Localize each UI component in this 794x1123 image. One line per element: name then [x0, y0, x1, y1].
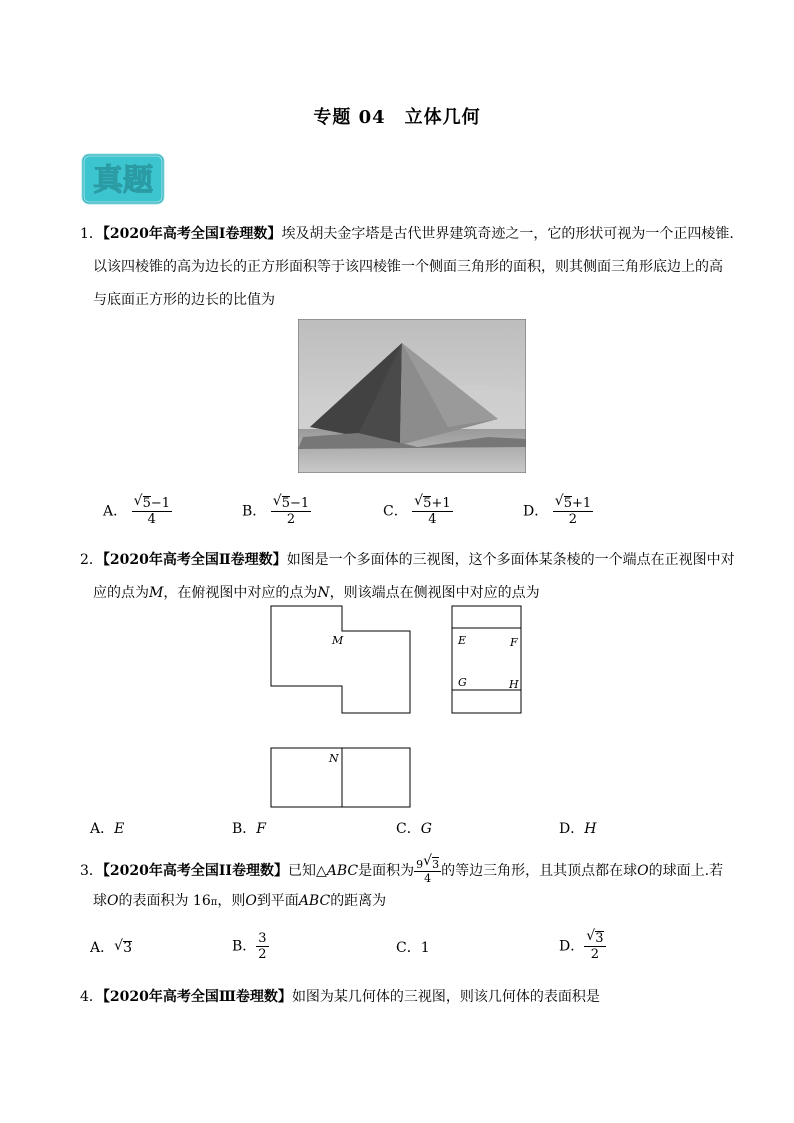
q1-option-d-fraction: √ $\frac{5+1}{2}$ — [553, 496, 593, 527]
q2-text1: 如图是一个多面体的三视图，这个多面体某条棱的一个端点在正视图中对 — [286, 552, 735, 568]
section-badge — [80, 152, 166, 206]
q2-option-d[interactable]: D．H — [559, 821, 597, 837]
q3-source: 【2020年高考全国II卷理数】 — [102, 863, 288, 879]
q4-number: 4． — [80, 989, 103, 1005]
q3-area-fraction: $\frac{9√ 3}{4}$ — [414, 857, 441, 885]
q1-line3: 与底面正方形的边长的比值为 — [93, 292, 275, 308]
q1-option-d-label: D． — [523, 503, 549, 520]
q3-number: 3． — [80, 863, 103, 879]
label-g: G — [458, 676, 467, 689]
pyramid-photo — [298, 319, 526, 473]
q3-option-b[interactable]: B． $\frac{3}{2}$ — [232, 931, 267, 962]
q2-option-c[interactable]: C．G — [396, 821, 432, 837]
q1-option-a[interactable] — [103, 496, 172, 527]
label-h: H — [509, 678, 519, 691]
q1-option-a-label: A． — [103, 503, 128, 520]
q1-option-b-label: B． — [242, 503, 267, 520]
q1-line1 — [80, 225, 734, 243]
q1-option-c[interactable] — [383, 496, 453, 527]
q2-line2: 应的点为M，在俯视图中对应的点为N，则该端点在侧视图中对应的点为 — [93, 585, 540, 601]
page-title: 专题 04 立体几何 — [313, 107, 481, 128]
q2-source: 【2020年高考全国Ⅱ卷理数】 — [102, 552, 287, 568]
q1-option-c-label: C． — [383, 503, 408, 520]
top-view-outline — [271, 748, 410, 807]
q4-text1: 如图为某几何体的三视图，则该几何体的表面积是 — [291, 989, 600, 1005]
q1-option-d[interactable] — [523, 496, 593, 527]
q1-option-b-fraction: √ $\frac{5-1}{2}$ — [271, 496, 311, 527]
label-f: F — [510, 636, 518, 649]
q1-number: 1． — [80, 226, 103, 242]
q3-line1: 3．【2020年高考全国II卷理数】已知△ABC是面积为 $\frac{9√ 3}{4}$ 的等边三角形，且其顶点都在球O的球面上.若 — [80, 857, 723, 885]
q2-option-a[interactable]: A．E — [90, 821, 125, 837]
q4-line1 — [80, 988, 600, 1006]
q1-option-a-fraction: √ $\frac{5-1}{4}$ — [132, 496, 172, 527]
q3-line2: 球O的表面积为 16π，则O到平面ABC的距离为 — [93, 893, 387, 909]
q1-text1: 埃及胡夫金字塔是古代世界建筑奇迹之一，它的形状可视为一个正四棱锥. — [281, 226, 734, 242]
badge-text: 真题 — [93, 163, 153, 198]
q4-source: 【2020年高考全国Ⅲ卷理数】 — [102, 989, 292, 1005]
q2-line1 — [80, 551, 735, 569]
q3-option-c[interactable]: C．1 — [396, 940, 430, 956]
q1-line2: 以该四棱锥的高为边长的正方形面积等于该四棱锥一个侧面三角形的面积，则其侧面三角形底边上的高 — [93, 259, 723, 275]
label-n: N — [329, 752, 339, 765]
q2-number: 2． — [80, 552, 103, 568]
three-view-figure — [265, 600, 530, 812]
q3-option-d[interactable]: D． √ $\frac{3}{2}$ — [559, 931, 606, 962]
q1-option-b[interactable] — [242, 496, 311, 527]
q2-option-b[interactable]: B．F — [232, 821, 267, 837]
q3-option-a[interactable]: A．√ 3 — [90, 939, 132, 957]
q1-option-c-fraction: √ $\frac{5+1}{4}$ — [412, 496, 452, 527]
front-view-outline — [271, 606, 410, 713]
label-e: E — [458, 634, 467, 647]
q1-source: 【2020年高考全国Ⅰ卷理数】 — [102, 226, 282, 242]
side-view-outline — [452, 606, 521, 713]
label-m: M — [332, 634, 344, 647]
